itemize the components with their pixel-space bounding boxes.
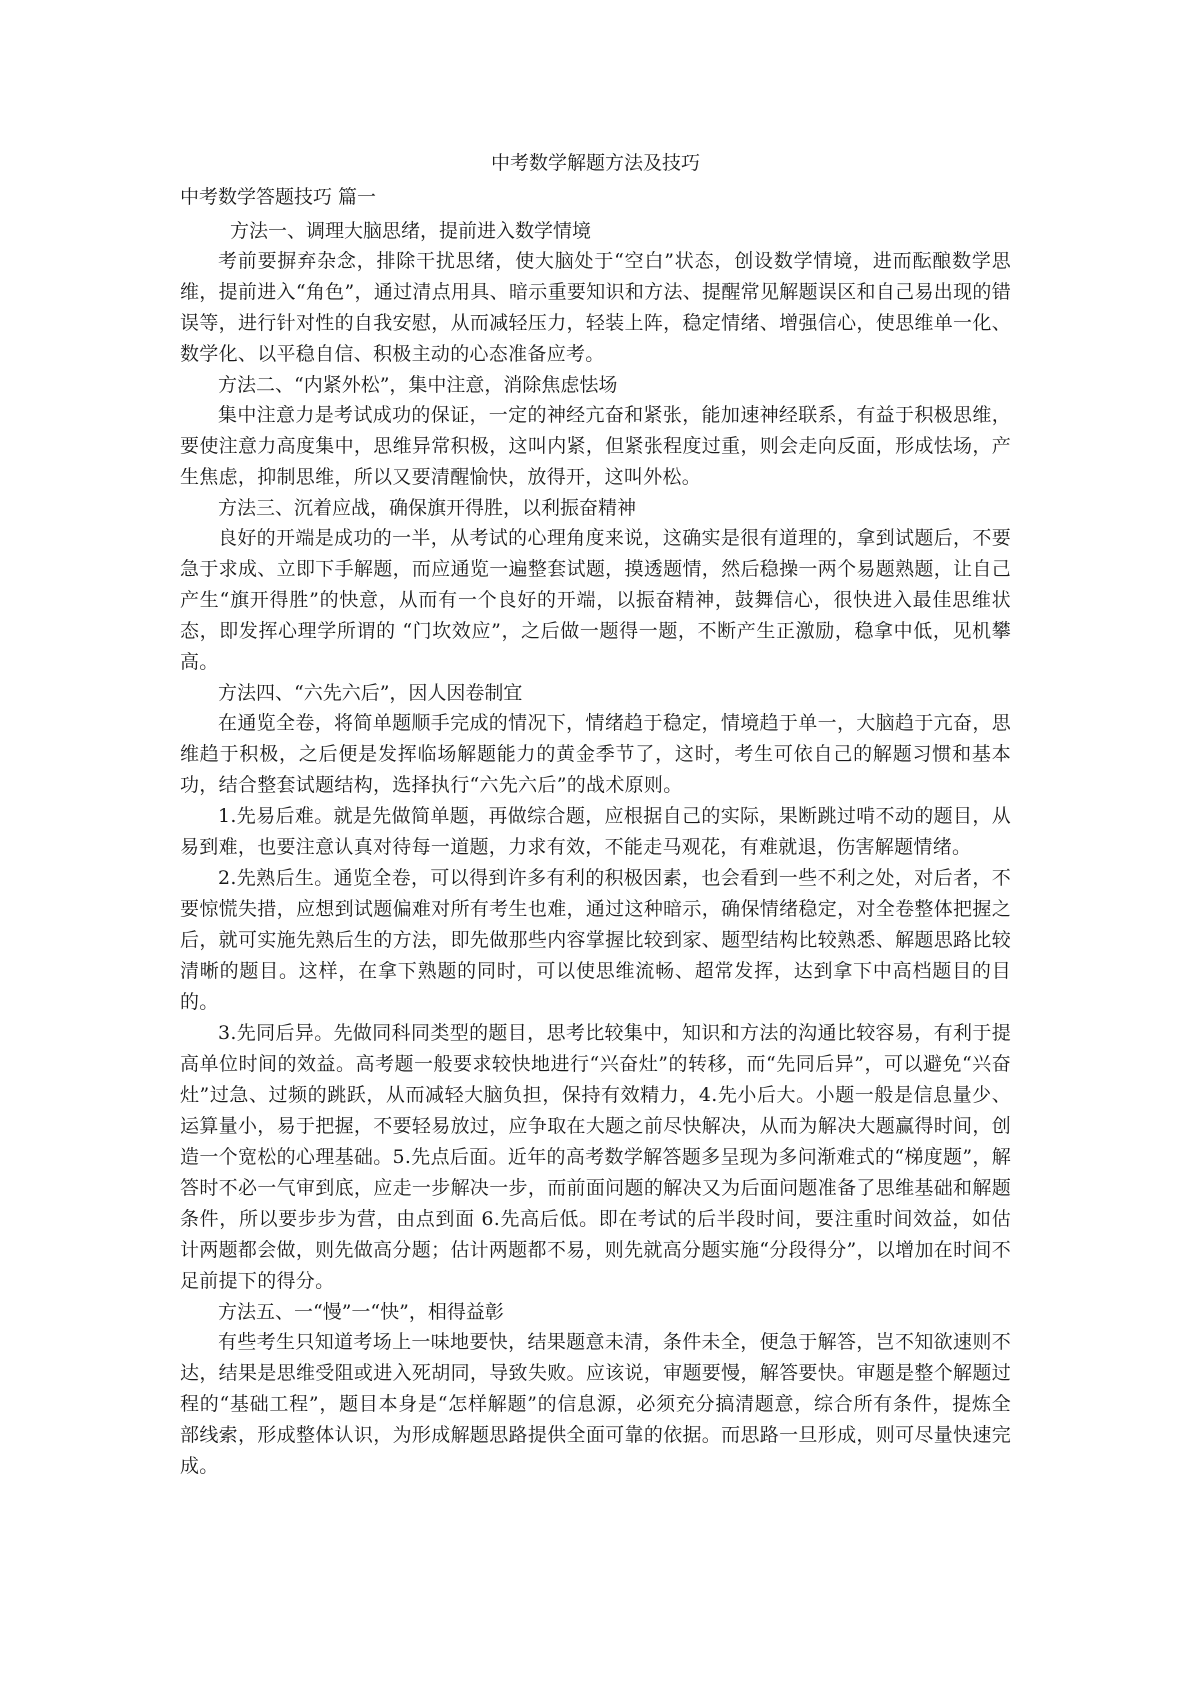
paragraph: 3.先同后异。先做同科同类型的题目，思考比较集中，知识和方法的沟通比较容易，有利于提高单位时间的效益。高考题一般要求较快地进行“兴奋灶”的转移，而“先同后异”，可以避免“兴奋灶”过急、过频的跳跃，从而减轻大脑负担，保持有效精力，4.先小后大。小题一般是信息量少、运算量小，易于把握，不要轻易放过，应争取在大题之前尽快解决，从而为解决大题赢得时间，创造一个宽松的心理基础。5.先点后面。近年的高考数学解答题多呈现为多问渐难式的“梯度题”，解答时不必一气审到底，应走一步解决一步，而前面问题的解决又为后面问题准备了思维基础和解题条件，所以要步步为营，由点到面 6.先高后低。即在考试的后半段时间，要注重时间效益，如估计两题都会做，则先做高分题；估计两题都不易，则先就高分题实施“分段得分”，以增加在时间不足前提下的得分。 [180,1022,1011,1292]
paragraph: 在通览全卷，将简单题顺手完成的情况下，情绪趋于稳定，情境趋于单一，大脑趋于亢奋，思维趋于积极，之后便是发挥临场解题能力的黄金季节了，这时，考生可依自己的解题习惯和基本功，结合整套试题结构，选择执行“六先六后”的战术原则。 [180,712,1011,796]
paragraph: 有些考生只知道考场上一味地要快，结果题意未清，条件未全，便急于解答，岂不知欲速则不达，结果是思维受阻或进入死胡同，导致失败。应该说，审题要慢，解答要快。审题是整个解题过程的“基础工程”，题目本身是“怎样解题”的信息源，必须充分搞清题意，综合所有条件，提炼全部线索，形成整体认识，为形成解题思路提供全面可靠的依据。而思路一旦形成，则可尽量快速完成。 [180,1331,1011,1477]
method-heading-1: 方法一、调理大脑思绪，提前进入数学情境 [230,220,592,242]
paragraph: 2.先熟后生。通览全卷，可以得到许多有利的积极因素，也会看到一些不利之处，对后者，不要惊慌失措，应想到试题偏难对所有考生也难，通过这种暗示，确保情绪稳定，对全卷整体把握之后，就可实施先熟后生的方法，即先做那些内容掌握比较到家、题型结构比较熟悉、解题思路比较清晰的题目。这样，在拿下熟题的同时，可以使思维流畅、超常发挥，达到拿下中高档题目的目的。 [180,867,1011,1013]
method-heading-5: 方法五、一“慢”一“快”，相得益彰 [218,1301,504,1323]
paragraph: 1.先易后难。就是先做简单题，再做综合题，应根据自己的实际，果断跳过啃不动的题目，从易到难，也要注意认真对待每一道题，力求有效，不能走马观花，有难就退，伤害解题情绪。 [180,805,1011,858]
method-heading-2: 方法二、“内紧外松”，集中注意，消除焦虑怯场 [218,374,618,396]
document-title: 中考数学解题方法及技巧 [490,152,700,174]
method-heading-3: 方法三、沉着应战，确保旗开得胜，以利振奋精神 [218,497,637,519]
method-heading-4: 方法四、“六先六后”，因人因卷制宜 [218,682,523,704]
paragraph: 集中注意力是考试成功的保证，一定的神经亢奋和紧张，能加速神经联系，有益于积极思维，要使注意力高度集中，思维异常积极，这叫内紧，但紧张程度过重，则会走向反面，形成怯场，产生焦虑，抑制思维，所以又要清醒愉快，放得开，这叫外松。 [180,404,1011,488]
section-title: 中考数学答题技巧 篇一 [180,186,377,208]
paragraph: 良好的开端是成功的一半，从考试的心理角度来说，这确实是很有道理的，拿到试题后，不要急于求成、立即下手解题，而应通览一遍整套试题，摸透题情，然后稳操一两个易题熟题，让自己产生“旗开得胜”的快意，从而有一个良好的开端，以振奋精神，鼓舞信心，很快进入最佳思维状态，即发挥心理学所谓的 “门坎效应”，之后做一题得一题，不断产生正激励，稳拿中低，见机攀高。 [180,527,1011,673]
paragraph: 考前要摒弃杂念，排除干扰思绪，使大脑处于“空白”状态，创设数学情境，进而酝酿数学思维，提前进入“角色”，通过清点用具、暗示重要知识和方法、提醒常见解题误区和自己易出现的错误等，进行针对性的自我安慰，从而减轻压力，轻装上阵，稳定情绪、增强信心，使思维单一化、数学化、以平稳自信、积极主动的心态准备应考。 [180,250,1011,365]
document-page [180,148,1011,1482]
